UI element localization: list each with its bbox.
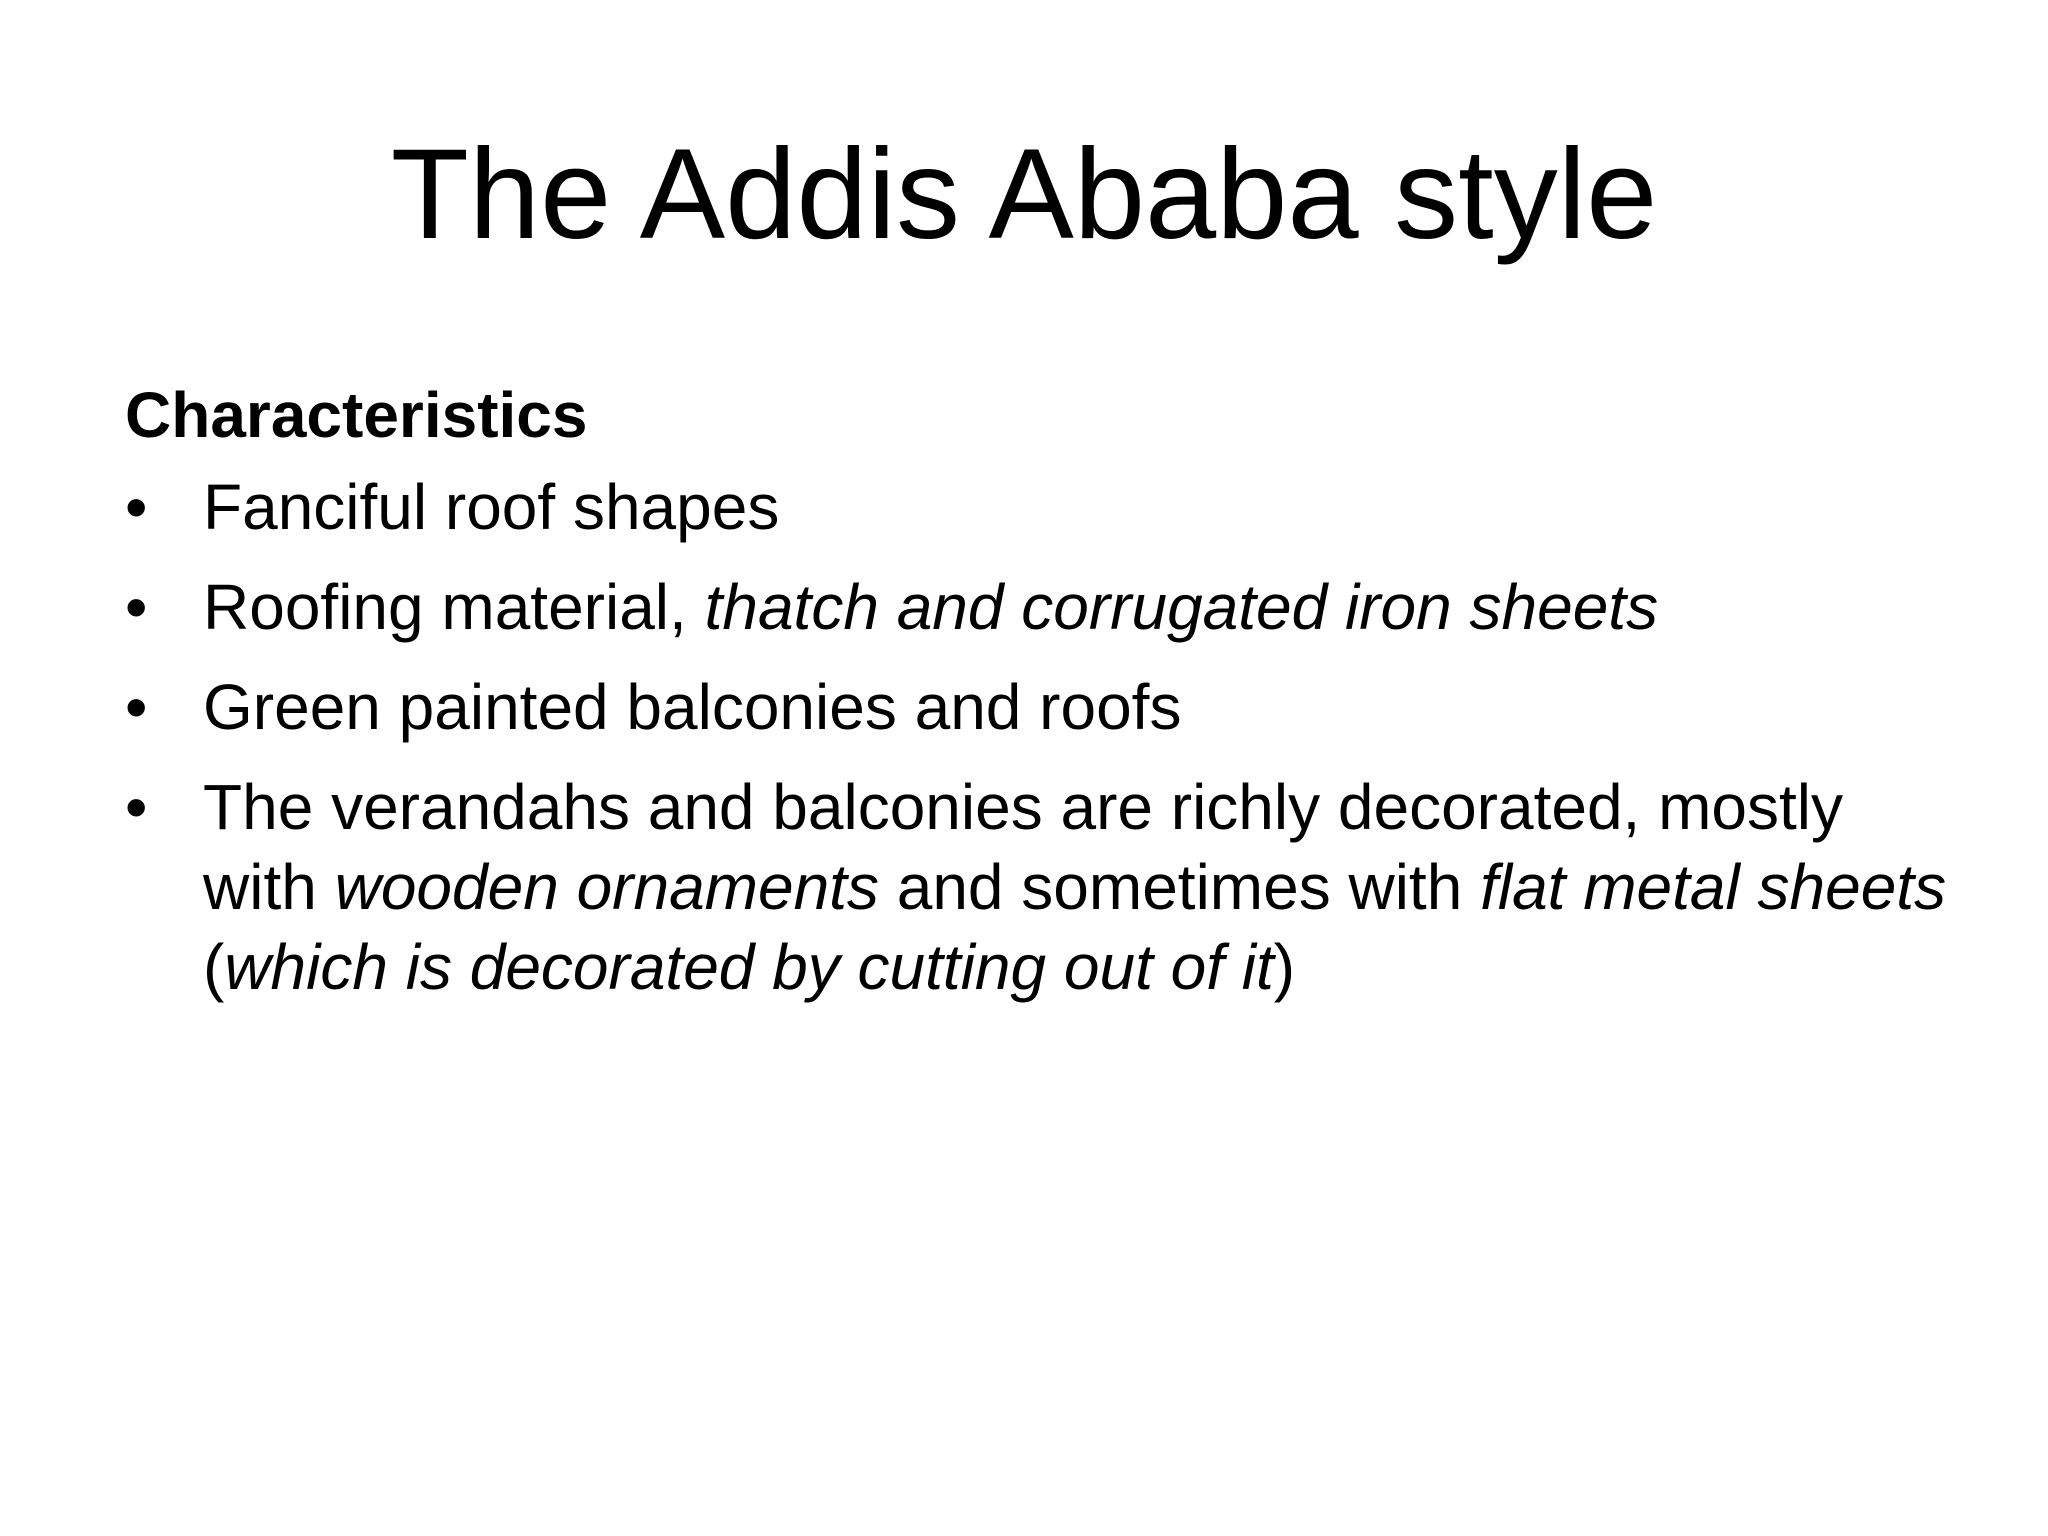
text-segment: Green painted balconies and roofs (203, 671, 1182, 743)
text-segment: Fanciful roof shapes (203, 471, 780, 543)
bullet-text (203, 571, 1658, 643)
italic-text-segment: wooden ornaments (334, 851, 879, 923)
bullet-text (203, 771, 1946, 1003)
italic-text-segment: which is decorated by cutting out of it (224, 931, 1274, 1003)
bullet-icon: • (125, 671, 148, 743)
bullet-icon: • (125, 771, 148, 843)
text-segment: ) (1273, 931, 1296, 1003)
section-heading: Characteristics (125, 379, 588, 451)
bullet-item (125, 767, 1965, 1007)
bullet-list (125, 467, 1965, 1007)
bullet-item (125, 567, 1965, 647)
text-segment: ( (203, 931, 225, 1003)
bullet-item (125, 467, 1965, 547)
slide-content (125, 375, 1965, 1027)
text-segment: and sometimes with (878, 851, 1481, 923)
italic-text-segment: thatch and corrugated iron sheets (704, 571, 1659, 643)
bullet-item (125, 667, 1965, 747)
text-segment: The verandahs and balconies are richly decorated, mostly with (203, 771, 1843, 923)
bullet-text (203, 471, 779, 543)
italic-text-segment: flat metal sheets (1480, 851, 1947, 923)
bullet-icon: • (125, 571, 148, 643)
text-segment: Roofing material, (203, 571, 705, 643)
bullet-text (203, 671, 1181, 743)
bullet-icon: • (125, 471, 148, 543)
slide-title: The Addis Ababa style (390, 123, 1658, 266)
